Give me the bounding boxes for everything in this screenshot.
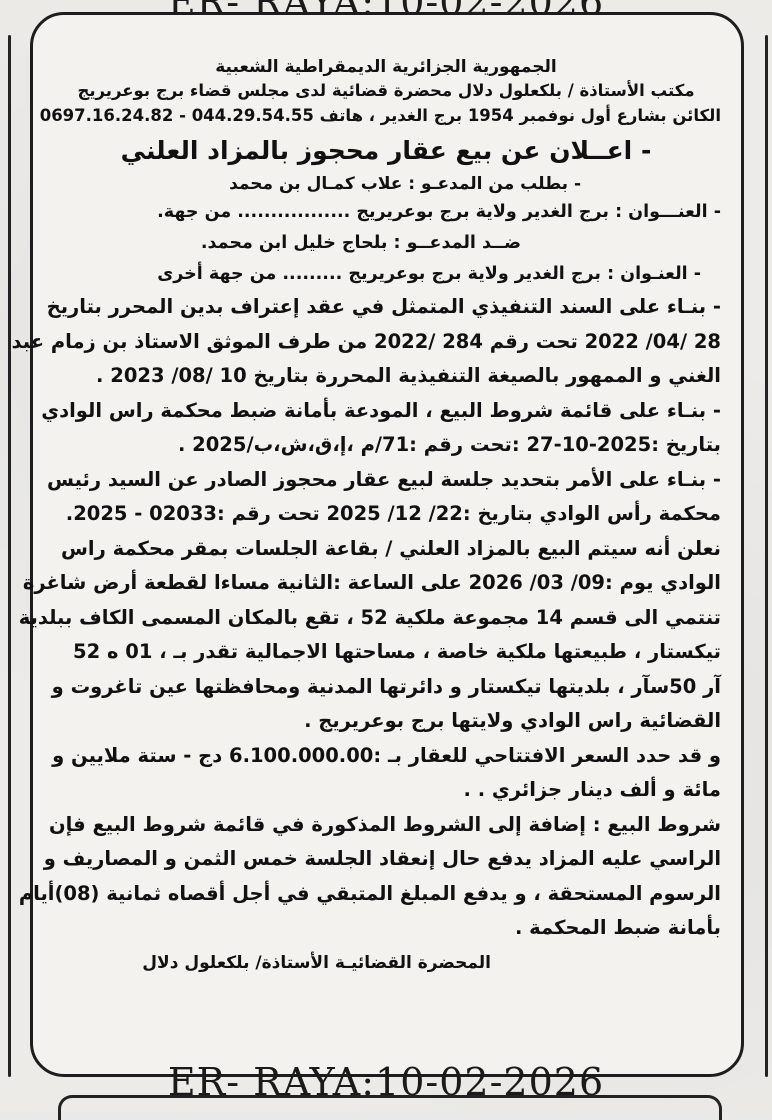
body-line: الراسي عليه المزاد يدفع حال إنعقاد الجلسة خمس الثمن و المصاريف و	[43, 847, 721, 870]
notice-body	[11, 290, 721, 946]
body-line: آر 50سآر ، بلديتها تيكستار و دائرتها المدنية ومحافظتها عين تاغروت و	[51, 674, 721, 698]
office-header: مكتب الأستاذة / بلكعلول دلال محضرة قضائية لدى مجلس قضاء برج بوعريريج	[77, 81, 695, 100]
body-line: الوادي يوم :09/ 03/ 2026 على الساعة :الثانية مساءا لقطعة أرض شاغرة	[22, 571, 721, 594]
body-line: - بنـاء على السند التنفيذي المتمثل في عقد إعتراف بدين المحرر بتاريخ	[46, 295, 721, 318]
plaintiff-address: - العنـــوان : برج الغدير ولاية برج بوعريريج ................. من جهة.	[157, 202, 721, 222]
right-column-rule	[765, 35, 768, 1077]
body-line: تنتمي الى قسم 14 مجموعة ملكية 52 ، تقع بالمكان المسمى الكاف ببلدية	[18, 605, 721, 629]
requested-by: - بطلب من المدعـو : علاب كمـال بن محمد	[229, 174, 581, 194]
republic-header: الجمهورية الجزائرية الديمقراطية الشعبية	[215, 57, 557, 77]
body-line: تيكستار ، طبيعتها ملكية خاصة ، مساحتها الاجمالية تقدر بـ ، 01 ه 52	[73, 640, 721, 663]
body-line: 28 /04/ 2022 تحت رقم 284 /2022 من طرف الموثق الاستاذ بن زمام عبد	[11, 329, 721, 353]
address-header: الكائن بشارع أول نوفمبر 1954 برج الغدير ، هاتف 044.29.54.55 - 0697.16.24.82	[39, 106, 721, 125]
notice-title: - اعــلان عن بيع عقار محجوز بالمزاد العلني	[120, 136, 652, 165]
signature: المحضرة القضائيـة الأستاذة/ بلكعلول دلال	[142, 952, 491, 973]
body-line: القضائية راس الوادي ولايتها برج بوعريريج .	[304, 709, 721, 732]
body-line: مائة و ألف دينار جزائري . .	[463, 778, 721, 801]
body-line: الغني و الممهور بالصيغة التنفيذية المحررة بتاريخ 10 /08/ 2023 .	[96, 364, 721, 387]
body-line: شروط البيع : إضافة إلى الشروط المذكورة في قائمة شروط البيع فإن	[48, 812, 721, 836]
body-line: بأمانة ضبط المحكمة .	[514, 916, 721, 939]
defendant-address: - العنـوان : برج الغدير ولاية برج بوعريريج ......... من جهة أخرى	[157, 264, 701, 284]
body-line: و قد حدد السعر الافتتاحي للعقار بـ :6.100.000.00 دج - ستة ملايين و	[52, 743, 721, 767]
body-line: نعلن أنه سيتم البيع بالمزاد العلني / بقاعة الجلسات بمقر محكمة راس	[61, 536, 721, 560]
body-line: محكمة رأس الوادي بتاريخ :22/ 12/ 2025 تحت رقم :02033 - 2025.	[65, 502, 721, 525]
left-column-rule	[8, 35, 11, 1077]
next-article-border	[58, 1095, 722, 1120]
body-line: - بنـاء على الأمر بتحديد جلسة لبيع عقار محجوز الصادر عن السيد رئيس	[47, 467, 721, 491]
body-line: - بنـاء على قائمة شروط البيع ، المودعة بأمانة ضبط محكمة راس الوادي	[41, 398, 721, 422]
body-line: الرسوم المستحقة ، و يدفع المبلغ المتبقي في أجل أقصاه ثمانية (08)أيام	[18, 881, 721, 905]
legal-notice-box	[11, 12, 744, 1077]
publication-stamp-bottom: ER- RAYA:10-02-2026	[167, 1060, 605, 1104]
body-line: بتاريخ :2025-10-27 :تحت رقم :71/م ،إ،ق،ش،ب/2025 .	[177, 433, 721, 456]
defendant: ضــد المدعــو : بلحاج خليل ابن محمد.	[200, 233, 521, 253]
